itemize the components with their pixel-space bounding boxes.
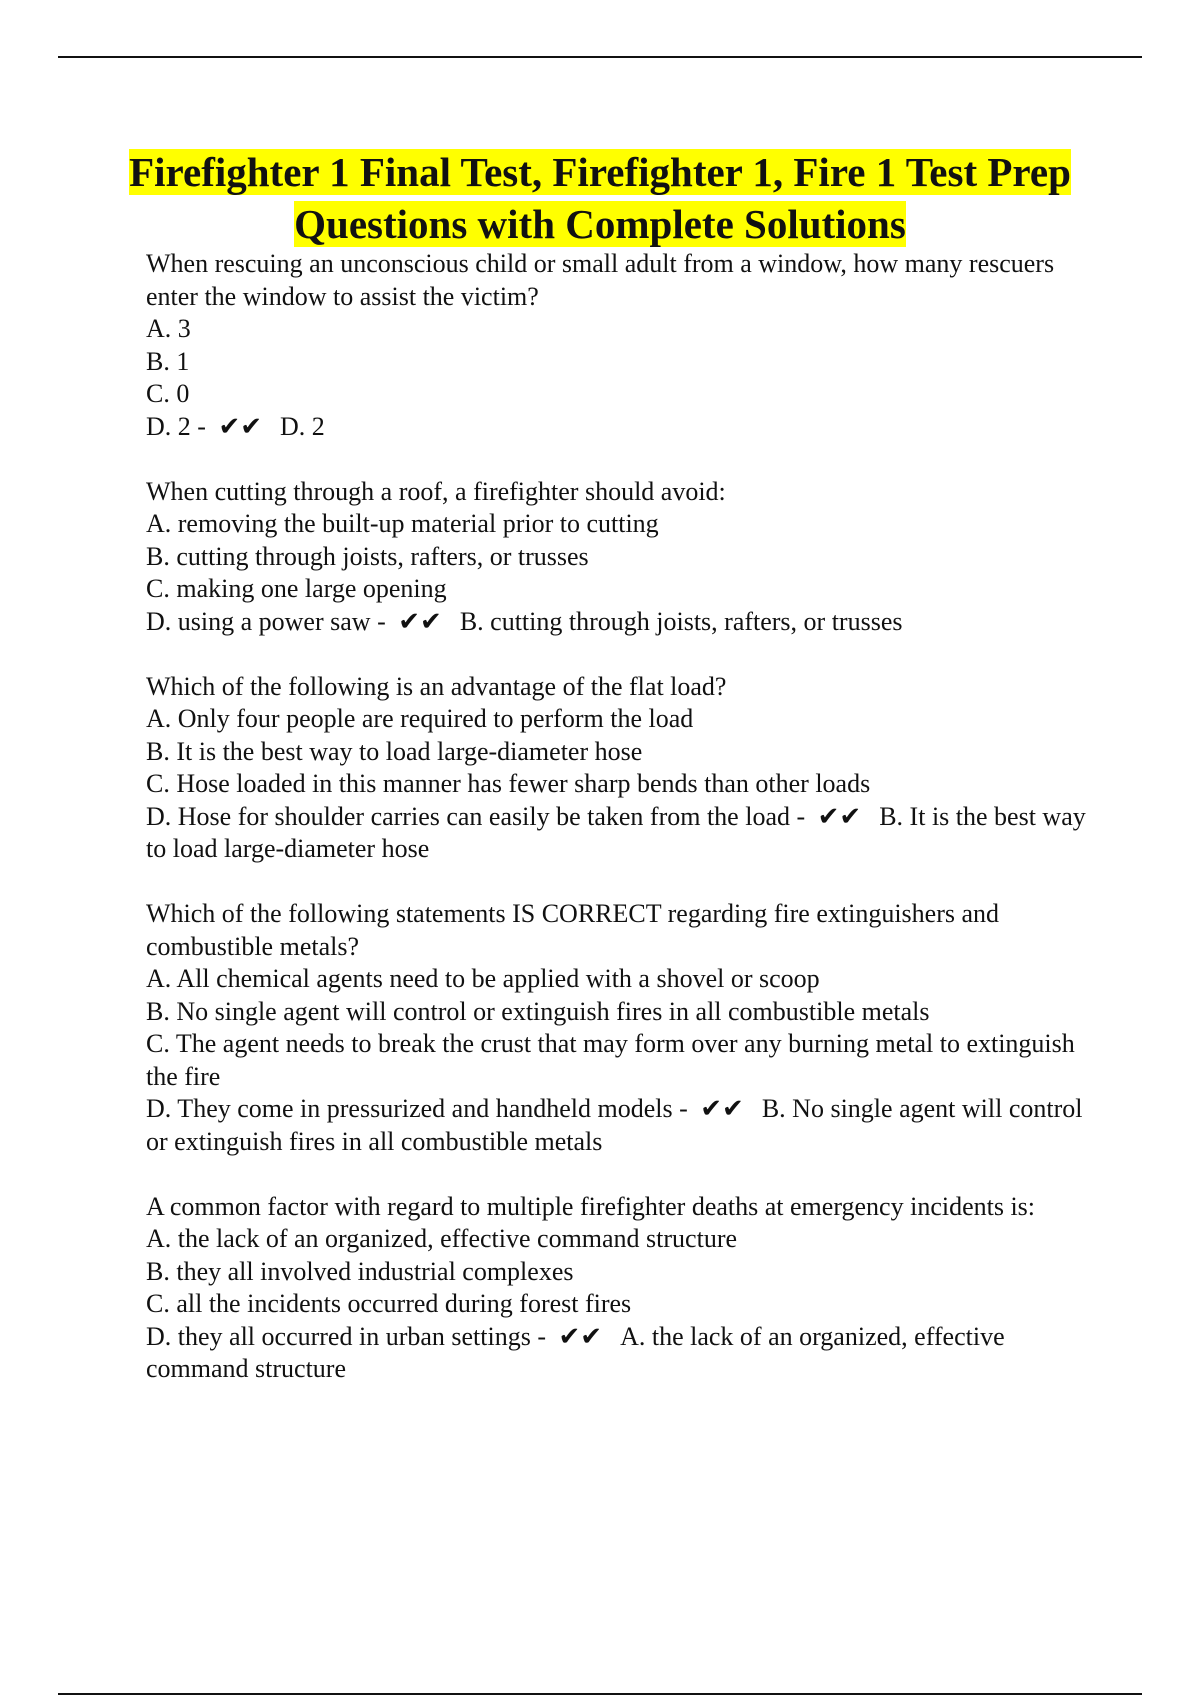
checkmark-icon: ✔✔ (817, 801, 862, 831)
option-a: A. All chemical agents need to be applied with a shovel or scoop (146, 964, 820, 993)
question-text: Which of the following statements IS CORRECT regarding fire extinguishers and combustible metals? (146, 899, 1000, 961)
checkmark-icon: ✔✔ (700, 1094, 744, 1123)
answer-text: B. No single agent will control or extinguish fires in all combustible metals (146, 1094, 1083, 1156)
option-b: B. 1 (146, 346, 190, 376)
checkmark-icon: ✔✔ (398, 606, 442, 636)
question-block (146, 1191, 1096, 1386)
option-b: B. No single agent will control or extinguish fires in all combustible metals (146, 996, 930, 1026)
answer-text: D. 2 (280, 411, 325, 441)
option-d-with-answer (146, 411, 1096, 444)
answer-text: B. It is the best way to load large-diameter hose (146, 801, 1086, 863)
header-rule (58, 56, 1142, 58)
option-a: A. 3 (146, 314, 191, 343)
option-c: C. Hose loaded in this manner has fewer sharp bends than other loads (146, 769, 871, 798)
checkmark-icon: ✔✔ (218, 411, 263, 441)
option-d-with-answer (146, 1093, 1096, 1158)
option-a: A. removing the built-up material prior to cutting (146, 509, 659, 538)
question-block (146, 476, 1096, 639)
question-text: When cutting through a roof, a firefighter should avoid: (146, 476, 726, 506)
option-c: C. The agent needs to break the crust that may form over any burning metal to extinguish the fire (146, 1029, 1075, 1091)
option-d: D. Hose for shoulder carries can easily be taken from the load - (146, 801, 806, 831)
option-d: D. using a power saw - (146, 606, 386, 636)
question-block (146, 898, 1096, 1158)
question-text: A common factor with regard to multiple firefighter deaths at emergency incidents is: (146, 1191, 1036, 1221)
option-b: B. It is the best way to load large-diameter hose (146, 736, 643, 766)
checkmark-icon: ✔✔ (558, 1321, 603, 1351)
question-list (146, 248, 1096, 1418)
question-text: When rescuing an unconscious child or small adult from a window, how many rescuers enter the window to assist the victim? (146, 249, 1055, 311)
question-text: Which of the following is an advantage of the flat load? (146, 671, 727, 701)
option-d: D. they all occurred in urban settings - (146, 1321, 546, 1351)
option-d: D. 2 - (146, 411, 206, 441)
answer-text: B. cutting through joists, rafters, or trusses (459, 606, 903, 636)
option-a: A. Only four people are required to perform the load (146, 704, 694, 733)
option-c: C. making one large opening (146, 574, 447, 603)
option-a: A. the lack of an organized, effective command structure (146, 1224, 738, 1253)
option-c: C. all the incidents occurred during forest fires (146, 1289, 632, 1318)
question-block (146, 671, 1096, 866)
option-b: B. they all involved industrial complexes (146, 1256, 574, 1286)
document-title-text: Firefighter 1 Final Test, Firefighter 1, Fire 1 Test Prep Questions with Complete Solutions (129, 149, 1071, 247)
answer-text: A. the lack of an organized, effective command structure (146, 1321, 1005, 1383)
document-title (120, 146, 1080, 250)
option-d-with-answer (146, 606, 1096, 639)
question-block (146, 248, 1096, 443)
option-d-with-answer (146, 801, 1096, 866)
option-d-with-answer (146, 1321, 1096, 1386)
footer-rule (58, 1693, 1142, 1695)
option-c: C. 0 (146, 379, 190, 408)
option-d: D. They come in pressurized and handheld models - (146, 1094, 688, 1123)
option-b: B. cutting through joists, rafters, or trusses (146, 541, 589, 571)
